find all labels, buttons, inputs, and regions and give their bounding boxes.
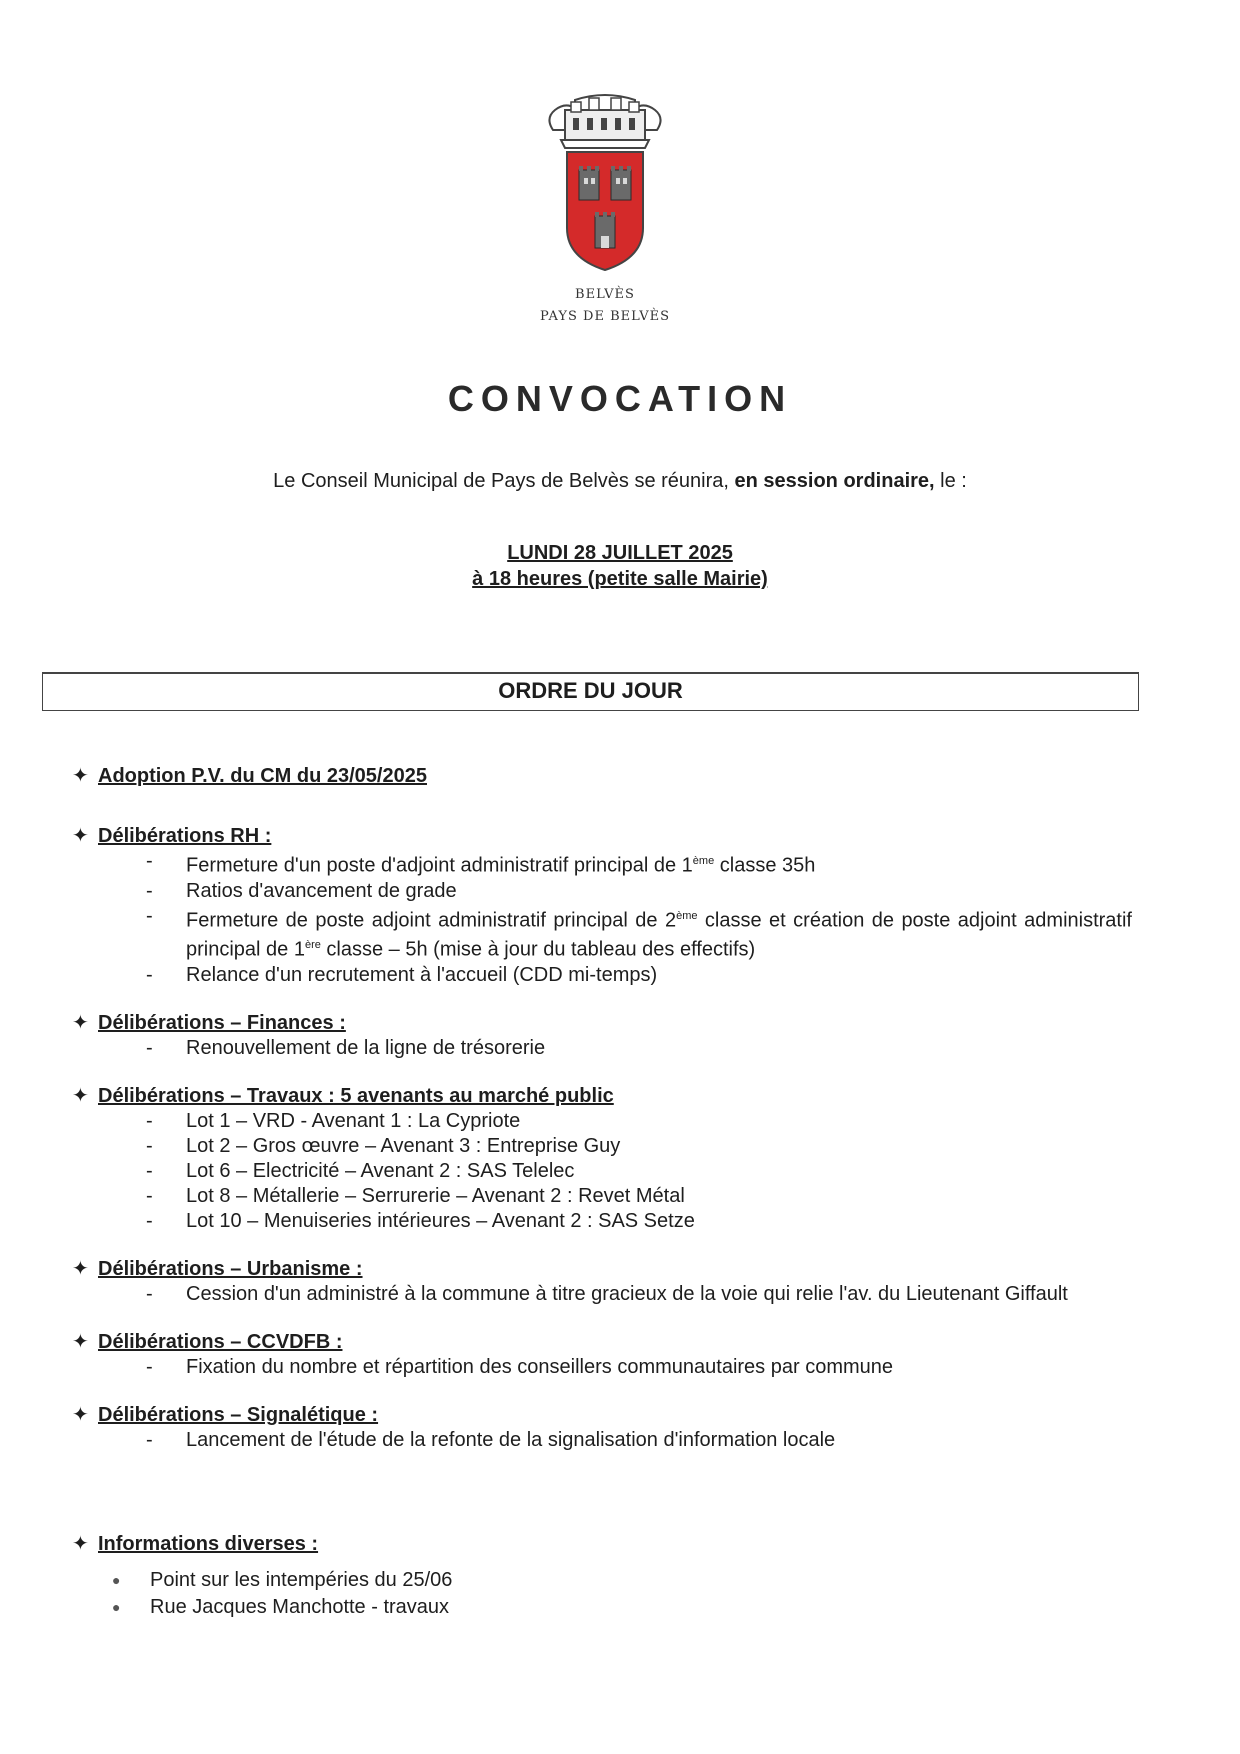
- list-item: - Cession d'un administré à la commune à titre gracieux de la voie qui relie l'av. du Lieutenant Giffault: [146, 1282, 1068, 1305]
- bullet-dot-icon: ●: [112, 1598, 121, 1615]
- meeting-time-place: à 18 heures (petite salle Mairie): [472, 568, 768, 590]
- bullet-dot-icon: ●: [112, 1571, 121, 1588]
- list-item: ● Point sur les intempéries du 25/06: [72, 1567, 1132, 1594]
- list-item: - Fermeture de poste adjoint administratif principal de 2ème classe et création de poste adjoint administratif principal de 1ère classe – 5h (mise à jour du tableau des effectifs): [146, 904, 1132, 961]
- intro-text: [0, 470, 1240, 493]
- list-item: - Lancement de l'étude de la refonte de la signalisation d'information locale: [146, 1428, 836, 1451]
- section-finances: [72, 1010, 1132, 1061]
- agenda-title-box: [42, 672, 1139, 711]
- section-signaletique: [72, 1402, 1132, 1453]
- section-label: Délibérations – Travaux : 5 avenants au marché public: [98, 1084, 614, 1107]
- list-item: - Lot 6 – Electricité – Avenant 2 : SAS Telelec: [146, 1159, 575, 1182]
- star-bullet-icon: ✦: [72, 1403, 89, 1426]
- intro-text-bold: en session ordinaire,: [734, 470, 935, 492]
- section-label: Délibérations – Signalétique :: [98, 1403, 379, 1426]
- intro-text-after: le :: [934, 470, 967, 492]
- meeting-info: [0, 540, 1240, 592]
- list-item: - Relance d'un recrutement à l'accueil (CDD mi-temps): [146, 963, 658, 986]
- section-label: Adoption P.V. du CM du 23/05/2025: [98, 765, 427, 787]
- agenda: [72, 763, 1132, 1621]
- star-bullet-icon: ✦: [72, 1257, 89, 1280]
- section-urbanisme: [72, 1256, 1132, 1307]
- town-name: BELVÈS: [575, 287, 635, 302]
- section-informations: [72, 1531, 1132, 1621]
- list-item: - Renouvellement de la ligne de trésorerie: [146, 1036, 546, 1059]
- section-ccvdfb: [72, 1329, 1132, 1380]
- section-label: Informations diverses :: [98, 1532, 319, 1555]
- list-item: - Lot 2 – Gros œuvre – Avenant 3 : Entreprise Guy: [146, 1134, 621, 1157]
- section-rh: [72, 823, 1132, 988]
- star-bullet-icon: ✦: [72, 765, 89, 787]
- list-item: - Lot 8 – Métallerie – Serrurerie – Avenant 2 : Revet Métal: [146, 1184, 685, 1207]
- section-label: Délibérations – CCVDFB :: [98, 1330, 343, 1353]
- star-bullet-icon: ✦: [72, 1532, 89, 1555]
- list-item: - Fixation du nombre et répartition des conseillers communautaires par commune: [146, 1355, 894, 1378]
- meeting-date: LUNDI 28 JUILLET 2025: [507, 542, 733, 564]
- list-item: - Ratios d'avancement de grade: [146, 879, 457, 902]
- list-item: ● Rue Jacques Manchotte - travaux: [72, 1594, 1132, 1621]
- star-bullet-icon: ✦: [72, 1011, 89, 1034]
- agenda-title: ORDRE DU JOUR: [498, 678, 683, 703]
- coat-of-arms-icon: [535, 88, 675, 278]
- list-item: - Lot 10 – Menuiseries intérieures – Avenant 2 : SAS Setze: [146, 1209, 695, 1232]
- list-item: - Fermeture d'un poste d'adjoint administratif principal de 1ème classe 35h: [146, 850, 816, 877]
- star-bullet-icon: ✦: [72, 825, 89, 847]
- town-emblem: [535, 88, 675, 324]
- section-travaux: [72, 1083, 1132, 1234]
- commune-name: PAYS DE BELVÈS: [540, 309, 670, 324]
- intro-text-before: Le Conseil Municipal de Pays de Belvès se réunira,: [273, 470, 735, 492]
- star-bullet-icon: ✦: [72, 1330, 89, 1353]
- list-item: - Lot 1 – VRD - Avenant 1 : La Cypriote: [146, 1109, 521, 1132]
- section-label: Délibérations – Finances :: [98, 1011, 346, 1034]
- section-label: Délibérations RH :: [98, 825, 272, 847]
- section-adoption: [72, 763, 1132, 789]
- star-bullet-icon: ✦: [72, 1084, 89, 1107]
- section-label: Délibérations – Urbanisme :: [98, 1257, 363, 1280]
- page-title: CONVOCATION: [447, 378, 793, 419]
